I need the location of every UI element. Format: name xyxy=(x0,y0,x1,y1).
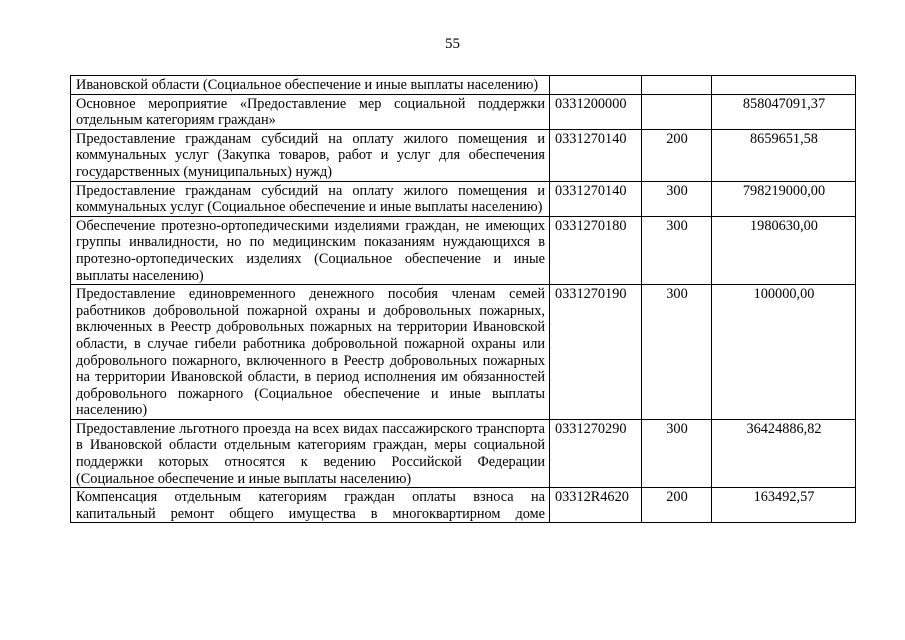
row-sum: 36424886,82 xyxy=(712,419,856,487)
row-sum: 798219000,00 xyxy=(712,181,856,216)
row-name: Компенсация отдельным категориям граждан оплаты взноса на капитальный ремонт общего имущества в многоквартирном доме xyxy=(71,488,550,523)
table-row xyxy=(71,129,856,181)
row-expense-type: 200 xyxy=(642,129,712,181)
row-name: Обеспечение протезно-ортопедическими изделиями граждан, не имеющих группы инвалидности, но по медицинским показаниям нуждающихся в протезно-ортопедических изделиях (Социальное обеспечение и иные выплаты населению) xyxy=(71,216,550,284)
page-number: 55 xyxy=(445,36,460,52)
row-expense-type: 300 xyxy=(642,419,712,487)
table-row xyxy=(71,76,856,95)
row-sum: 858047091,37 xyxy=(712,94,856,129)
row-sum: 1980630,00 xyxy=(712,216,856,284)
table-row xyxy=(71,216,856,284)
row-expense-type: 200 xyxy=(642,488,712,523)
row-code: 0331270180 xyxy=(550,216,642,284)
row-expense-type xyxy=(642,94,712,129)
row-expense-type xyxy=(642,76,712,95)
row-sum: 100000,00 xyxy=(712,285,856,420)
row-code: 0331270140 xyxy=(550,129,642,181)
row-sum xyxy=(712,76,856,95)
row-sum: 163492,57 xyxy=(712,488,856,523)
row-code: 0331200000 xyxy=(550,94,642,129)
row-code: 0331270290 xyxy=(550,419,642,487)
row-name: Ивановской области (Социальное обеспечение и иные выплаты населению) xyxy=(71,76,550,95)
table-row xyxy=(71,181,856,216)
budget-table xyxy=(70,75,856,523)
table-row xyxy=(71,94,856,129)
row-code: 0331270190 xyxy=(550,285,642,420)
row-name: Предоставление гражданам субсидий на оплату жилого помещения и коммунальных услуг (Социальное обеспечение и иные выплаты населению) xyxy=(71,181,550,216)
table-row xyxy=(71,285,856,420)
row-code: 03312R4620 xyxy=(550,488,642,523)
row-code xyxy=(550,76,642,95)
page-bottom-margin xyxy=(0,581,905,640)
table-row xyxy=(71,419,856,487)
row-expense-type: 300 xyxy=(642,285,712,420)
row-sum: 8659651,58 xyxy=(712,129,856,181)
row-name: Предоставление льготного проезда на всех видах пассажирского транспорта в Ивановской области отдельным категориям граждан, меры социальной поддержки которых относятся к ведению Российской Федерации (Социальное обеспечение и иные выплаты населению) xyxy=(71,419,550,487)
row-name: Предоставление гражданам субсидий на оплату жилого помещения и коммунальных услуг (Закупка товаров, работ и услуг для обеспечения государственных (муниципальных) нужд) xyxy=(71,129,550,181)
row-expense-type: 300 xyxy=(642,216,712,284)
row-expense-type: 300 xyxy=(642,181,712,216)
row-name: Основное мероприятие «Предоставление мер социальной поддержки отдельным категориям граждан» xyxy=(71,94,550,129)
table-row xyxy=(71,488,856,523)
row-code: 0331270140 xyxy=(550,181,642,216)
row-name: Предоставление единовременного денежного пособия членам семей работников добровольной пожарной охраны и добровольных пожарных, включенных в Реестр добровольных пожарных на территории Ивановской области, в случае гибели работника добровольной пожарной охраны или добровольного пожарного, включенного в Реестр добровольных пожарных на территории Ивановской области, в период исполнения им обязанностей добровольного пожарного (Социальное обеспечение и иные выплаты населению) xyxy=(71,285,550,420)
